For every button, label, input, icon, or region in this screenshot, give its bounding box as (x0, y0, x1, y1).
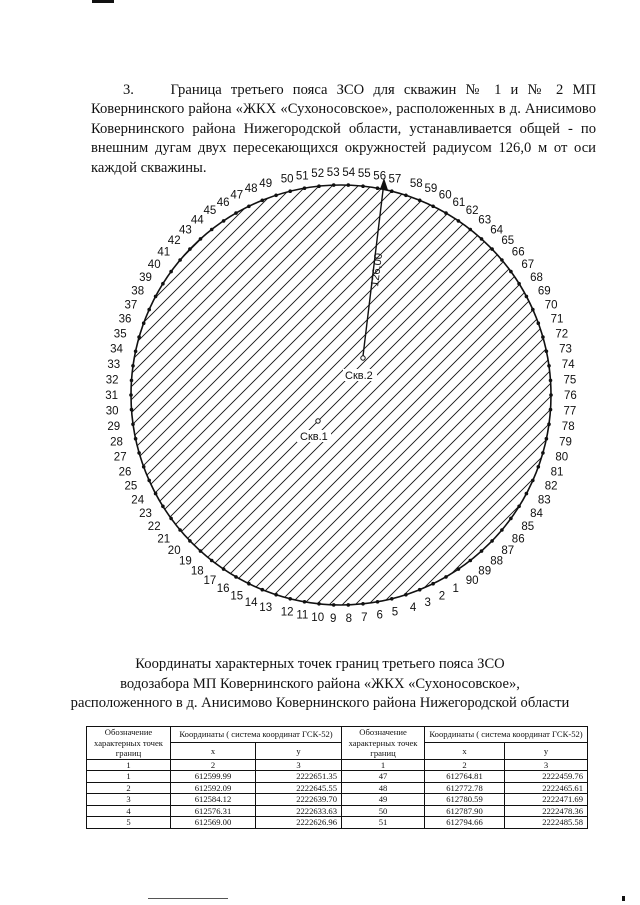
column-number: 1 (87, 759, 171, 771)
boundary-point-label: 9 (329, 612, 337, 625)
well-1-label: Скв.1 (300, 431, 328, 443)
boundary-point-marker (517, 505, 521, 509)
caption-line-1: Координаты характерных точек границ третьего пояса ЗСО (135, 656, 505, 672)
boundary-point-marker (130, 379, 134, 383)
boundary-point-marker (541, 451, 545, 455)
boundary-point-label: 31 (105, 390, 118, 402)
boundary-point-label: 49 (259, 177, 273, 190)
boundary-point-label: 61 (452, 196, 466, 209)
boundary-point-marker (525, 492, 529, 496)
caption-line-2: водозабора МП Ковернинского района «ЖКХ «Сухоносовское», (120, 675, 520, 692)
boundary-point-marker (210, 228, 214, 232)
boundary-point-marker (490, 539, 494, 543)
boundary-point-marker (404, 194, 408, 198)
header-coords-2: Координаты ( система координат ГСК-52) (425, 727, 588, 743)
footer-mark (622, 896, 625, 901)
boundary-point-marker (480, 237, 484, 241)
boundary-point-label: 32 (105, 374, 119, 387)
hatch-line (0, 150, 492, 650)
table-row (87, 817, 588, 829)
boundary-point-marker (490, 247, 494, 251)
zone-boundary (131, 185, 551, 605)
point-id: 49 (342, 794, 425, 806)
boundary-point-marker (545, 437, 549, 441)
point-id: 47 (342, 771, 425, 783)
coord-y: 2222633.63 (256, 805, 342, 817)
boundary-point-label: 42 (167, 235, 181, 248)
header-x: x (171, 743, 256, 759)
boundary-point-marker (525, 295, 529, 299)
boundary-point-label: 56 (373, 170, 387, 183)
column-number: 2 (171, 759, 256, 771)
boundary-point-label: 85 (521, 521, 535, 534)
boundary-point-marker (288, 189, 292, 193)
point-id: 1 (87, 771, 171, 783)
boundary-point-label: 60 (438, 189, 452, 202)
hatch-line (0, 150, 479, 650)
boundary-point-marker (317, 184, 321, 188)
boundary-point-label: 24 (131, 494, 145, 507)
boundary-point-marker (332, 183, 336, 187)
boundary-point-marker (303, 600, 307, 604)
boundary-point-label: 13 (259, 602, 273, 615)
radius-label: 126,00 (369, 252, 386, 288)
header-coords: Координаты ( система координат ГСК-52) (171, 727, 342, 743)
hatch-line (39, 150, 640, 650)
coord-y: 2222471.69 (505, 794, 588, 806)
hatch-line (0, 150, 635, 650)
boundary-point-marker (541, 335, 545, 339)
boundary-point-label: 67 (521, 258, 535, 271)
boundary-point-label: 19 (179, 555, 192, 568)
boundary-point-marker (509, 517, 513, 521)
coord-y: 2222639.70 (256, 794, 342, 806)
boundary-point-marker (261, 588, 265, 592)
boundary-point-label: 10 (311, 611, 325, 624)
boundary-point-marker (509, 270, 513, 274)
boundary-point-label: 35 (113, 328, 127, 341)
boundary-point-marker (480, 549, 484, 553)
boundary-point-label: 6 (376, 609, 383, 622)
boundary-point-marker (332, 603, 336, 607)
boundary-point-marker (222, 219, 226, 223)
zone-hatching (0, 150, 640, 650)
caption-line-3: расположенного в д. Анисимово Ковернинского района Нижегородской области (70, 695, 570, 712)
boundary-point-label: 28 (110, 436, 123, 449)
boundary-point-marker (130, 408, 134, 412)
boundary-point-marker (154, 295, 158, 299)
boundary-point-label: 47 (230, 189, 244, 202)
boundary-point-label: 81 (550, 466, 564, 479)
hatch-line (0, 150, 609, 650)
hatch-line (0, 150, 531, 650)
boundary-point-marker (142, 465, 146, 469)
boundary-point-marker (418, 588, 422, 592)
boundary-point-marker (531, 479, 535, 483)
boundary-point-marker (147, 308, 151, 312)
boundary-point-label: 70 (544, 299, 558, 312)
boundary-point-label: 82 (544, 480, 558, 493)
boundary-point-label: 45 (203, 205, 217, 218)
boundary-point-label: 16 (216, 583, 230, 596)
coord-x: 612794.66 (425, 817, 505, 829)
well-1-marker (316, 419, 320, 423)
boundary-point-marker (404, 593, 408, 597)
table-row (87, 782, 588, 794)
boundary-point-label: 41 (157, 246, 171, 259)
boundary-point-marker (261, 199, 265, 203)
boundary-paragraph: 3. Граница третьего пояса ЗСО для скважин № 1 и № 2 МП Ковернинского района «ЖКХ «Сухоносовское», расположенных в д. Анисимово Ковернинского района Нижегородской области, устанавливается общей - по внешним дугам двух пересекающихся окружностей радиусом 126,0 м от оси каждой скважины. (91, 81, 596, 176)
boundary-point-marker (134, 437, 138, 441)
boundary-point-marker (247, 582, 251, 586)
boundary-point-label: 23 (139, 508, 152, 521)
boundary-point-label: 38 (131, 285, 145, 298)
boundary-point-label: 27 (113, 451, 127, 464)
boundary-point-marker (531, 308, 535, 312)
boundary-point-label: 30 (105, 405, 119, 418)
boundary-point-marker (131, 422, 135, 426)
boundary-point-label: 72 (555, 328, 569, 341)
boundary-point-marker (347, 183, 351, 187)
boundary-point-label: 29 (107, 421, 121, 433)
boundary-point-marker (537, 321, 541, 325)
boundary-point-label: 4 (409, 602, 417, 615)
table-row (87, 794, 588, 806)
point-id: 4 (87, 805, 171, 817)
boundary-point-marker (137, 335, 141, 339)
boundary-point-marker (444, 575, 448, 579)
footer-rule (148, 898, 228, 899)
boundary-point-marker (545, 350, 549, 354)
boundary-point-label: 3 (424, 596, 431, 609)
boundary-point-marker (376, 600, 380, 604)
zone-diagram (0, 150, 640, 650)
boundary-point-labels (105, 167, 577, 625)
coordinates-table (86, 726, 588, 829)
coord-y: 2222459.76 (505, 771, 588, 783)
coord-y: 2222465.61 (505, 782, 588, 794)
boundary-point-label: 15 (230, 590, 244, 603)
boundary-point-label: 77 (563, 405, 577, 418)
coord-y: 2222645.55 (256, 782, 342, 794)
boundary-point-marker (444, 211, 448, 215)
boundary-point-marker (376, 186, 380, 190)
boundary-point-label: 73 (559, 343, 572, 356)
boundary-point-marker (431, 205, 435, 209)
boundary-point-label: 87 (501, 544, 515, 557)
boundary-point-label: 14 (244, 596, 258, 609)
boundary-point-marker (347, 603, 351, 607)
boundary-point-label: 12 (280, 606, 294, 619)
point-id: 2 (87, 782, 171, 794)
point-id: 48 (342, 782, 425, 794)
table-caption (60, 655, 580, 714)
boundary-point-label: 36 (118, 313, 132, 326)
coord-y: 2222485.58 (505, 817, 588, 829)
hatch-line (0, 150, 622, 650)
boundary-point-label: 84 (530, 508, 543, 521)
boundary-point-marker (547, 364, 551, 368)
boundary-point-marker (469, 559, 473, 563)
coord-x: 612569.00 (171, 817, 256, 829)
boundary-point-label: 65 (501, 235, 515, 248)
boundary-point-marker (537, 465, 541, 469)
boundary-point-label: 78 (561, 421, 575, 433)
boundary-point-marker (169, 517, 173, 521)
boundary-point-marker (234, 211, 238, 215)
boundary-point-label: 26 (118, 466, 132, 479)
boundary-point-marker (457, 567, 461, 571)
point-id: 5 (87, 817, 171, 829)
boundary-point-label: 40 (147, 258, 161, 271)
boundary-point-label: 44 (190, 214, 204, 227)
boundary-point-marker (188, 539, 192, 543)
boundary-point-label: 89 (478, 565, 492, 578)
hatch-line (0, 150, 505, 650)
boundary-point-marker (234, 575, 238, 579)
boundary-point-marker (137, 451, 141, 455)
boundary-point-marker (199, 237, 203, 241)
hatch-line (0, 150, 440, 650)
boundary-point-label: 21 (157, 533, 171, 546)
boundary-point-label: 57 (388, 173, 402, 186)
coord-x: 612780.59 (425, 794, 505, 806)
boundary-point-label: 79 (559, 436, 572, 449)
boundary-point-marker (161, 505, 165, 509)
boundary-point-label: 25 (124, 480, 138, 493)
boundary-point-label: 74 (561, 359, 575, 371)
boundary-point-marker (188, 247, 192, 251)
hatch-line (390, 150, 640, 650)
boundary-point-marker (303, 186, 307, 190)
coord-x: 612764.81 (425, 771, 505, 783)
point-id: 3 (87, 794, 171, 806)
boundary-point-marker (169, 270, 173, 274)
boundary-point-marker (317, 602, 321, 606)
header-point-2: Обозначение характерных точек границ (342, 727, 425, 760)
boundary-point-marker (178, 258, 182, 262)
hatch-line (0, 150, 596, 650)
hatch-line (0, 150, 518, 650)
boundary-point-marker (418, 199, 422, 203)
boundary-point-label: 71 (550, 313, 564, 326)
boundary-point-marker (142, 321, 146, 325)
boundary-point-label: 54 (342, 167, 356, 180)
boundary-point-marker (222, 567, 226, 571)
boundary-point-label: 66 (511, 246, 525, 259)
coord-x: 612787.90 (425, 805, 505, 817)
boundary-point-marker (199, 549, 203, 553)
boundary-point-label: 69 (537, 285, 551, 298)
boundary-point-label: 83 (537, 494, 551, 507)
boundary-point-label: 46 (216, 196, 230, 209)
boundary-point-label: 64 (490, 224, 503, 237)
boundary-point-label: 62 (465, 205, 479, 218)
boundary-point-label: 39 (139, 271, 152, 284)
column-number: 1 (342, 759, 425, 771)
boundary-point-marker (154, 492, 158, 496)
boundary-point-label: 1 (452, 583, 459, 596)
boundary-point-label: 75 (563, 374, 577, 387)
boundary-point-label: 55 (357, 168, 371, 181)
boundary-point-marker (469, 228, 473, 232)
boundary-point-label: 58 (409, 177, 423, 190)
coord-x: 612599.99 (171, 771, 256, 783)
boundary-point-label: 20 (167, 544, 181, 557)
boundary-point-marker (274, 593, 278, 597)
boundary-point-marker (210, 559, 214, 563)
boundary-point-marker (547, 422, 551, 426)
boundary-point-marker (431, 582, 435, 586)
boundary-point-label: 68 (530, 271, 543, 284)
boundary-point-marker (131, 364, 135, 368)
boundary-point-label: 5 (391, 606, 399, 619)
boundary-point-label: 33 (107, 359, 121, 371)
boundary-point-marker (517, 282, 521, 286)
header-x-2: x (425, 743, 505, 759)
boundary-point-label: 88 (490, 555, 503, 568)
boundary-point-marker (161, 282, 165, 286)
boundary-point-label: 90 (465, 574, 479, 587)
boundary-point-label: 52 (311, 168, 325, 181)
boundary-point-label: 18 (190, 565, 204, 578)
column-number: 3 (256, 759, 342, 771)
top-mark (92, 0, 114, 3)
boundary-point-marker (129, 393, 133, 397)
column-number: 3 (505, 759, 588, 771)
coord-y: 2222626.96 (256, 817, 342, 829)
boundary-point-label: 59 (424, 183, 438, 196)
boundary-point-label: 7 (361, 611, 368, 624)
point-id: 51 (342, 817, 425, 829)
boundary-point-label: 80 (555, 451, 569, 464)
boundary-point-marker (500, 528, 504, 532)
well-2-label: Скв.2 (345, 370, 373, 382)
boundary-point-label: 50 (280, 173, 294, 186)
column-number-row (87, 759, 588, 771)
boundary-point-marker (500, 258, 504, 262)
boundary-point-label: 51 (295, 170, 309, 183)
boundary-point-label: 86 (511, 533, 525, 546)
coord-x: 612584.12 (171, 794, 256, 806)
coord-x: 612592.09 (171, 782, 256, 794)
boundary-point-marker (390, 597, 394, 601)
boundary-point-marker (274, 194, 278, 198)
column-number: 2 (425, 759, 505, 771)
header-point: Обозначение характерных точек границ (87, 727, 171, 760)
boundary-point-label: 37 (124, 299, 138, 312)
boundary-point-label: 48 (244, 183, 258, 196)
boundary-point-label: 11 (296, 609, 309, 622)
boundary-point-marker (178, 528, 182, 532)
boundary-point-label: 63 (478, 214, 492, 227)
boundary-point-marker (390, 189, 394, 193)
coord-x: 612772.78 (425, 782, 505, 794)
table-row (87, 771, 588, 783)
boundary-point-marker (247, 205, 251, 209)
header-y-2: у (505, 743, 588, 759)
boundary-point-marker (361, 184, 365, 188)
coord-y: 2222478.36 (505, 805, 588, 817)
boundary-point-label: 8 (345, 612, 353, 625)
boundary-point-marker (361, 602, 365, 606)
coord-y: 2222651.35 (256, 771, 342, 783)
boundary-point-marker (288, 597, 292, 601)
point-id: 50 (342, 805, 425, 817)
boundary-point-marker (549, 393, 553, 397)
boundary-point-marker (147, 479, 151, 483)
boundary-point-label: 53 (326, 167, 340, 180)
table-row (87, 805, 588, 817)
boundary-point-label: 2 (438, 590, 446, 603)
boundary-point-label: 43 (179, 224, 192, 237)
coord-x: 612576.31 (171, 805, 256, 817)
boundary-point-label: 34 (110, 343, 123, 356)
boundary-point-label: 22 (147, 521, 161, 534)
boundary-point-label: 76 (564, 390, 577, 402)
boundary-point-marker (549, 379, 553, 383)
boundary-point-marker (134, 350, 138, 354)
boundary-point-marker (549, 408, 553, 412)
well-2-marker (361, 356, 365, 360)
boundary-point-label: 17 (203, 574, 217, 587)
boundary-point-marker (457, 219, 461, 223)
header-y: у (256, 743, 342, 759)
